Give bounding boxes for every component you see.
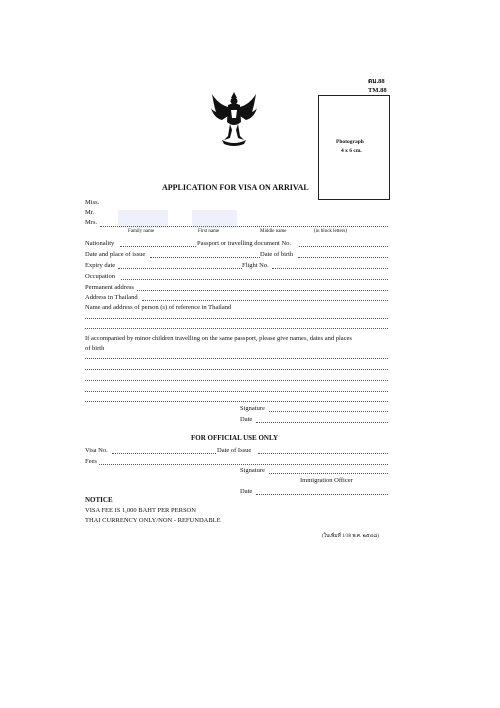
official-date-field[interactable] [256,494,388,495]
photo-size: 4 x 6 cm. [341,148,362,154]
revision-note: (ใบเพิ่มที่ 1/38 พ.ศ. ๒๕๔๘) [322,534,379,539]
expiry-date-label: Expiry date [85,262,116,269]
date-of-issue-field[interactable] [258,453,388,454]
date-place-issue-label: Date and place of issue [85,251,146,258]
children-line-3[interactable] [85,380,388,381]
garuda-emblem-icon [208,88,260,148]
reference-line-1[interactable] [85,318,388,319]
children-line-5[interactable] [85,401,388,402]
mr-first-name-field[interactable] [192,210,237,219]
children-instruction-cont: of birth [85,345,105,352]
signature-field[interactable] [269,411,388,412]
official-signature-label: Signature [240,467,265,474]
date-of-birth-field[interactable] [298,257,388,258]
miss-label: Miss. [85,199,100,206]
visa-no-label: Visa No. [85,447,108,454]
block-letters-caption: (in block letters) [314,229,348,234]
passport-label: Passport or travelling document No. [197,240,292,247]
date-label: Date [240,416,253,423]
photo-label: Photograph [336,139,364,145]
name-line [100,226,388,227]
fees-field[interactable] [99,464,388,465]
visa-no-field[interactable] [112,453,216,454]
occupation-label: Occupation [85,273,115,280]
official-date-label: Date [240,488,253,495]
occupation-field[interactable] [121,279,388,280]
nationality-label: Nationality [85,240,115,247]
nationality-field[interactable] [120,246,196,247]
date-field[interactable] [256,422,388,423]
form-code: TM.88 [368,87,387,94]
flight-no-label: Flight No. [242,262,269,269]
date-of-birth-label: Date of birth [260,251,294,258]
children-line-4[interactable] [85,391,388,392]
official-use-title: FOR OFFICIAL USE ONLY [191,434,279,442]
notice-fee: VISA FEE IS 1,000 BAHT PER PERSON [85,507,196,514]
address-thailand-field[interactable] [142,300,388,301]
permanent-address-label: Permanent address [85,284,134,291]
children-line-1[interactable] [85,358,388,359]
official-signature-field[interactable] [269,473,388,474]
form-code-thai: ตม.88 [368,78,385,85]
mr-family-name-field[interactable] [118,210,168,219]
expiry-date-field[interactable] [118,268,242,269]
reference-label: Name and address of person (s) of reference in Thailand [85,304,232,311]
date-of-issue-label: Date of Issue [217,447,252,454]
form-title: APPLICATION FOR VISA ON ARRIVAL [162,183,309,192]
immigration-officer-label: Immigration Officer [300,477,353,484]
children-line-2[interactable] [85,369,388,370]
date-place-issue-field[interactable] [150,257,260,258]
notice-currency: THAI CURRENCY ONLY/NON - REFUNDABLE [85,517,221,524]
address-thailand-label: Address in Thailand [85,294,138,301]
children-instruction: If accompanied by minor children travelling on the same passport, please give names, dates and places [85,335,352,342]
mrs-label: Mrs. [85,219,98,226]
mr-label: Mr. [85,209,95,216]
flight-no-field[interactable] [272,268,388,269]
family-name-caption: Family name [128,229,155,234]
middle-name-caption: Middle name [260,229,287,234]
reference-line-2[interactable] [85,328,388,329]
first-name-caption: First name [198,229,220,234]
passport-field[interactable] [299,246,388,247]
notice-title: NOTICE [85,496,113,504]
signature-label: Signature [240,405,265,412]
fees-label: Fees [85,458,97,465]
permanent-address-field[interactable] [137,290,388,291]
